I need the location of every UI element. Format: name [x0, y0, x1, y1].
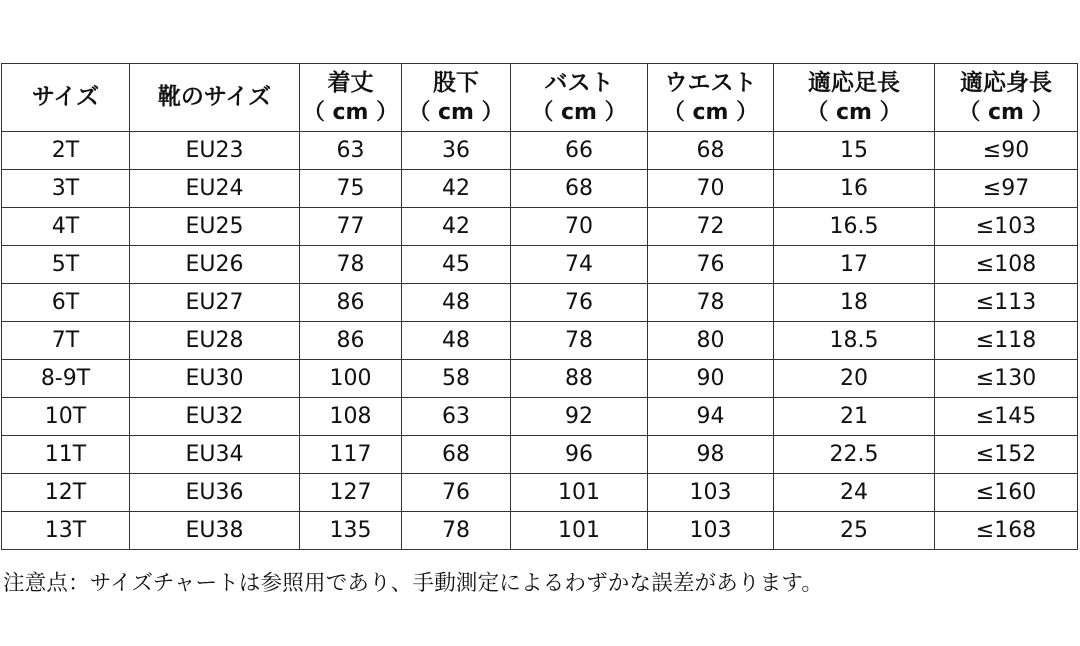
table-row — [2, 322, 1078, 360]
table-cell: 48 — [402, 284, 511, 322]
table-cell: 18 — [774, 284, 935, 322]
table-cell: ≤160 — [935, 474, 1078, 512]
table-cell: ≤97 — [935, 170, 1078, 208]
table-cell: 77 — [300, 208, 402, 246]
header-label: 着丈 — [327, 69, 374, 96]
table-cell: EU34 — [130, 436, 300, 474]
header-label: 適応身長 — [960, 69, 1052, 96]
header-unit: （ cm ） — [408, 99, 504, 125]
table-cell: 86 — [300, 322, 402, 360]
table-cell: 45 — [402, 246, 511, 284]
table-cell: EU36 — [130, 474, 300, 512]
table-cell: 68 — [648, 132, 774, 170]
header-waist — [648, 64, 774, 132]
table-cell: EU24 — [130, 170, 300, 208]
table-cell: ≤145 — [935, 398, 1078, 436]
header-length — [300, 64, 402, 132]
table-cell: 12T — [2, 474, 130, 512]
table-row — [2, 208, 1078, 246]
header-size — [2, 64, 130, 132]
table-cell: 15 — [774, 132, 935, 170]
table-cell: 117 — [300, 436, 402, 474]
header-label: ウエスト — [664, 69, 757, 96]
header-unit: （ cm ） — [302, 99, 399, 125]
table-row — [2, 398, 1078, 436]
table-cell: 76 — [402, 474, 511, 512]
table-row — [2, 436, 1078, 474]
table-body — [2, 132, 1078, 550]
table-cell: 72 — [648, 208, 774, 246]
table-cell: 108 — [300, 398, 402, 436]
table-cell: ≤90 — [935, 132, 1078, 170]
table-cell: 86 — [300, 284, 402, 322]
table-cell: 90 — [648, 360, 774, 398]
table-cell: 103 — [648, 512, 774, 550]
table-row — [2, 512, 1078, 550]
table-cell: 68 — [402, 436, 511, 474]
header-foot-length — [774, 64, 935, 132]
table-cell: 135 — [300, 512, 402, 550]
table-cell: 63 — [402, 398, 511, 436]
table-cell: 68 — [511, 170, 648, 208]
table-cell: EU38 — [130, 512, 300, 550]
table-cell: EU25 — [130, 208, 300, 246]
table-cell: ≤152 — [935, 436, 1078, 474]
table-row — [2, 170, 1078, 208]
table-cell: 74 — [511, 246, 648, 284]
table-row — [2, 246, 1078, 284]
table-row — [2, 132, 1078, 170]
table-cell: 16 — [774, 170, 935, 208]
table-cell: 88 — [511, 360, 648, 398]
table-cell: 25 — [774, 512, 935, 550]
table-cell: 76 — [648, 246, 774, 284]
disclaimer-note: 注意点：サイズチャートは参照用であり、手動測定によるわずかな誤差があります。 — [3, 571, 824, 596]
table-cell: ≤130 — [935, 360, 1078, 398]
header-label: 股下 — [433, 69, 479, 96]
table-cell: 103 — [648, 474, 774, 512]
table-cell: EU26 — [130, 246, 300, 284]
table-cell: 36 — [402, 132, 511, 170]
table-row — [2, 474, 1078, 512]
table-cell: ≤113 — [935, 284, 1078, 322]
table-cell: 42 — [402, 170, 511, 208]
table-cell: 58 — [402, 360, 511, 398]
table-cell: 24 — [774, 474, 935, 512]
table-cell: 11T — [2, 436, 130, 474]
table-cell: ≤108 — [935, 246, 1078, 284]
table-cell: EU28 — [130, 322, 300, 360]
table-cell: 92 — [511, 398, 648, 436]
header-label: 靴のサイズ — [157, 84, 272, 110]
table-cell: 96 — [511, 436, 648, 474]
size-chart-table — [1, 63, 1078, 550]
table-cell: 80 — [648, 322, 774, 360]
table-cell: 63 — [300, 132, 402, 170]
table-row — [2, 360, 1078, 398]
table-cell: 10T — [2, 398, 130, 436]
table-cell: 13T — [2, 512, 130, 550]
table-cell: 5T — [2, 246, 130, 284]
table-cell: 70 — [511, 208, 648, 246]
header-bust — [511, 64, 648, 132]
table-cell: 18.5 — [774, 322, 935, 360]
table-cell: 4T — [2, 208, 130, 246]
header-unit: （ cm ） — [662, 99, 759, 125]
header-unit: （ cm ） — [958, 99, 1054, 125]
table-cell: 20 — [774, 360, 935, 398]
header-unit: （ cm ） — [806, 99, 902, 125]
header-label: バスト — [544, 69, 614, 96]
table-cell: 127 — [300, 474, 402, 512]
table-cell: 21 — [774, 398, 935, 436]
table-row — [2, 284, 1078, 322]
table-cell: EU23 — [130, 132, 300, 170]
table-cell: 101 — [511, 512, 648, 550]
table-cell: 100 — [300, 360, 402, 398]
header-shoe-size — [130, 64, 300, 132]
table-cell: 6T — [2, 284, 130, 322]
table-cell: 8-9T — [2, 360, 130, 398]
table-cell: 2T — [2, 132, 130, 170]
table-cell: EU32 — [130, 398, 300, 436]
table-cell: EU27 — [130, 284, 300, 322]
table-cell: EU30 — [130, 360, 300, 398]
header-height — [935, 64, 1078, 132]
header-label: 適応足長 — [808, 69, 900, 96]
table-cell: 78 — [402, 512, 511, 550]
header-label: サイズ — [31, 84, 100, 110]
table-cell: 94 — [648, 398, 774, 436]
table-cell: 70 — [648, 170, 774, 208]
table-cell: 66 — [511, 132, 648, 170]
table-cell: 75 — [300, 170, 402, 208]
table-header-row — [2, 64, 1078, 132]
table-cell: ≤168 — [935, 512, 1078, 550]
table-cell: 7T — [2, 322, 130, 360]
table-cell: 48 — [402, 322, 511, 360]
table-cell: 76 — [511, 284, 648, 322]
table-cell: 78 — [648, 284, 774, 322]
table-cell: 16.5 — [774, 208, 935, 246]
table-cell: 78 — [511, 322, 648, 360]
table-cell: 42 — [402, 208, 511, 246]
table-cell: 3T — [2, 170, 130, 208]
table-cell: ≤118 — [935, 322, 1078, 360]
table-cell: 22.5 — [774, 436, 935, 474]
header-unit: （ cm ） — [531, 99, 627, 125]
table-cell: 78 — [300, 246, 402, 284]
table-cell: 98 — [648, 436, 774, 474]
table-cell: 17 — [774, 246, 935, 284]
table-cell: ≤103 — [935, 208, 1078, 246]
header-inseam — [402, 64, 511, 132]
table-cell: 101 — [511, 474, 648, 512]
